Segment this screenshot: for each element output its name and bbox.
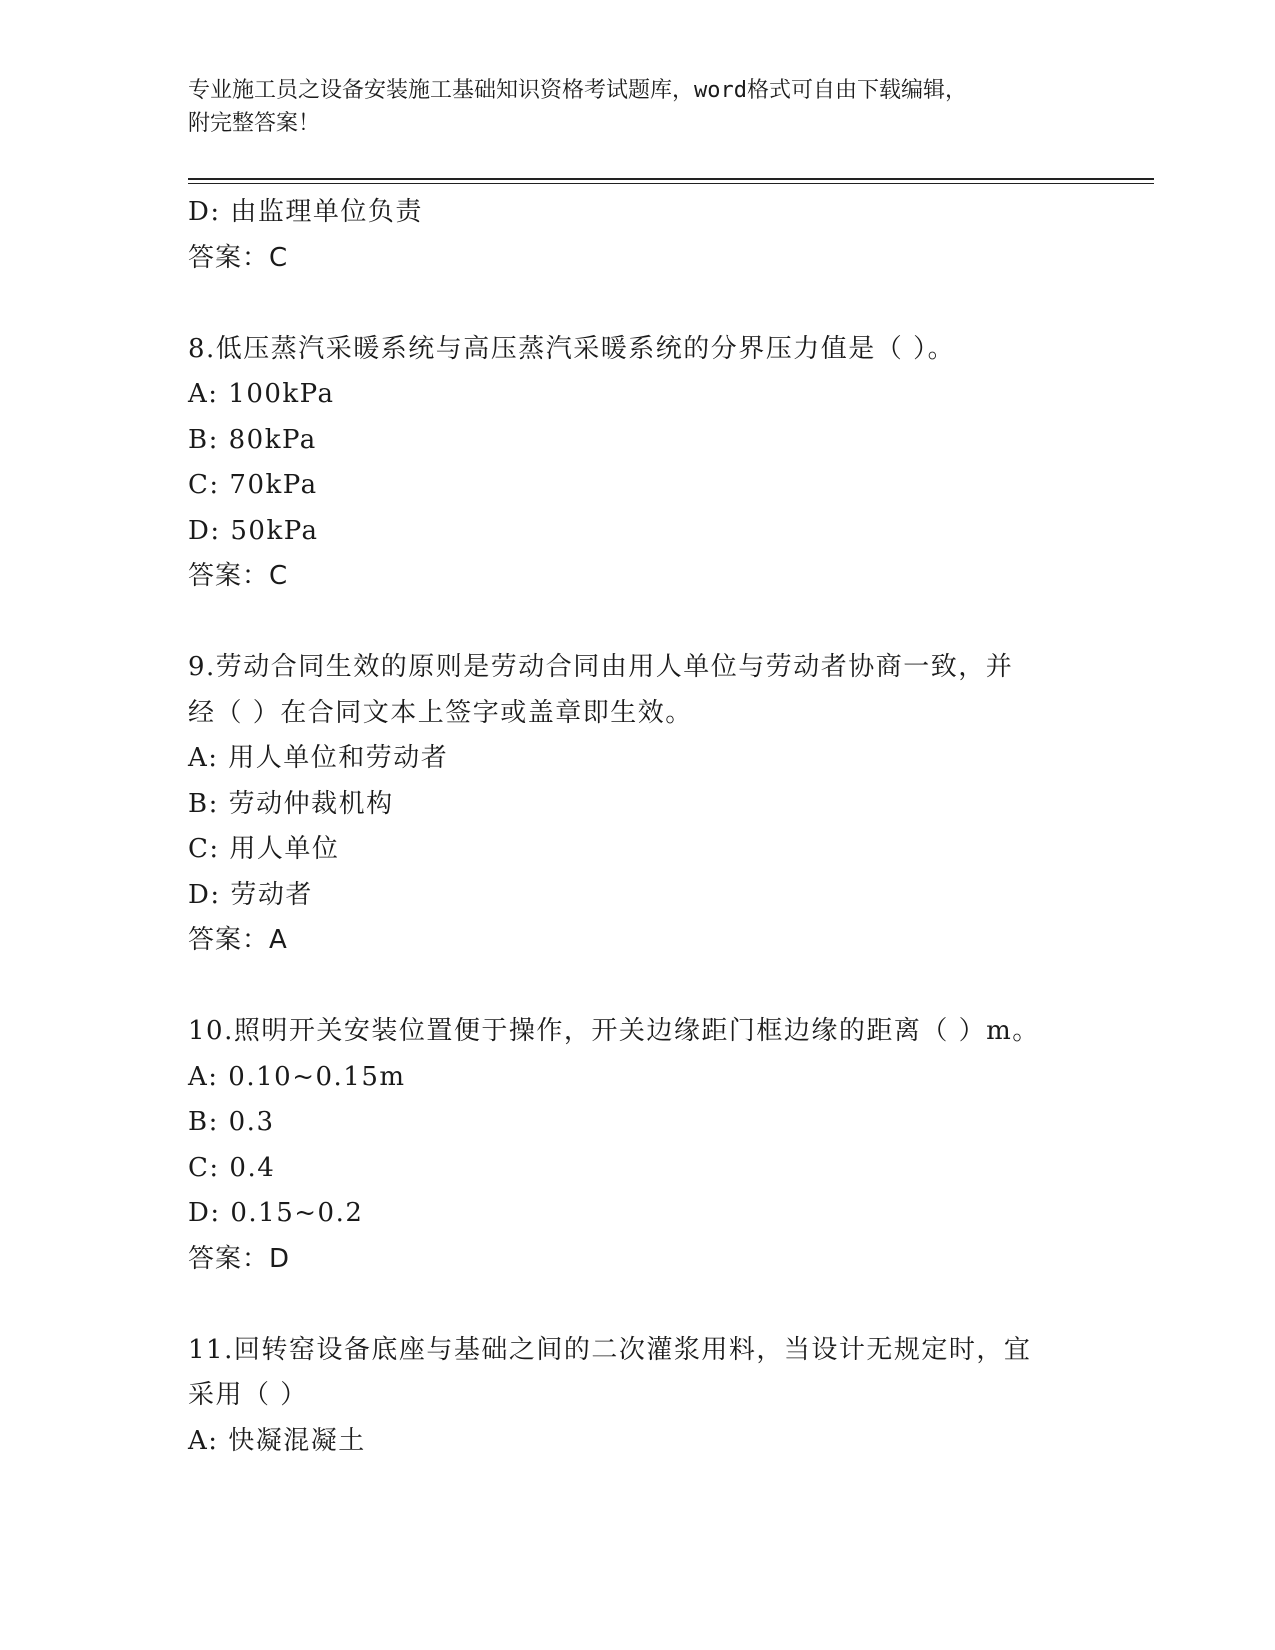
- option-d: D: 50kPa: [188, 515, 319, 546]
- answer-line: 答案：C: [188, 561, 289, 591]
- option-c: C: 0.4: [188, 1152, 276, 1183]
- question-8: [188, 327, 1088, 600]
- question-stem-line-2: 采用（ ）: [188, 1380, 308, 1410]
- previous-question-tail: [188, 190, 1088, 281]
- question-11: [188, 1328, 1088, 1465]
- question-stem-line-2: 经（ ）在合同文本上签字或盖章即生效。: [188, 697, 693, 728]
- option-b: B: 0.3: [188, 1107, 275, 1137]
- answer-line: 答案：D: [188, 1243, 291, 1274]
- option-d: D: 由监理单位负责: [188, 197, 423, 227]
- spacer: [188, 281, 1088, 327]
- question-10: [188, 1009, 1088, 1282]
- header-line-1: 专业施工员之设备安装施工基础知识资格考试题库，word格式可自由下载编辑，: [188, 78, 967, 103]
- option-c: C: 用人单位: [188, 834, 340, 864]
- option-d: D: 劳动者: [188, 879, 313, 910]
- spacer: [188, 964, 1088, 1010]
- question-stem-line-1: 9.劳动合同生效的原则是劳动合同由用人单位与劳动者协商一致，并: [188, 652, 1014, 682]
- option-a: A: 0.10~0.15m: [188, 1061, 406, 1092]
- question-content: [188, 190, 1088, 1464]
- question-9: [188, 645, 1088, 964]
- answer-line: 答案：C: [188, 242, 289, 273]
- answer-line: 答案：A: [188, 925, 288, 955]
- question-stem-line-1: 11.回转窑设备底座与基础之间的二次灌浆用料，当设计无规定时，宜: [188, 1334, 1032, 1365]
- option-b: B: 80kPa: [188, 424, 317, 455]
- spacer: [188, 1282, 1088, 1328]
- option-b: B: 劳动仲裁机构: [188, 788, 394, 819]
- option-a: A: 100kPa: [188, 379, 335, 409]
- option-a: A: 快凝混凝土: [188, 1425, 366, 1456]
- question-stem: 10.照明开关安装位置便于操作，开关边缘距门框边缘的距离（ ）m。: [188, 1016, 1040, 1046]
- header-line-2: 附完整答案！: [188, 111, 321, 136]
- header-divider-thin: [188, 183, 1154, 184]
- question-stem: 8.低压蒸汽采暖系统与高压蒸汽采暖系统的分界压力值是（ ）。: [188, 333, 956, 364]
- option-a: A: 用人单位和劳动者: [188, 743, 449, 773]
- option-c: C: 70kPa: [188, 470, 318, 500]
- document-header: [188, 74, 1088, 140]
- header-divider-thick: [188, 178, 1154, 180]
- spacer: [188, 600, 1088, 646]
- option-d: D: 0.15~0.2: [188, 1198, 364, 1228]
